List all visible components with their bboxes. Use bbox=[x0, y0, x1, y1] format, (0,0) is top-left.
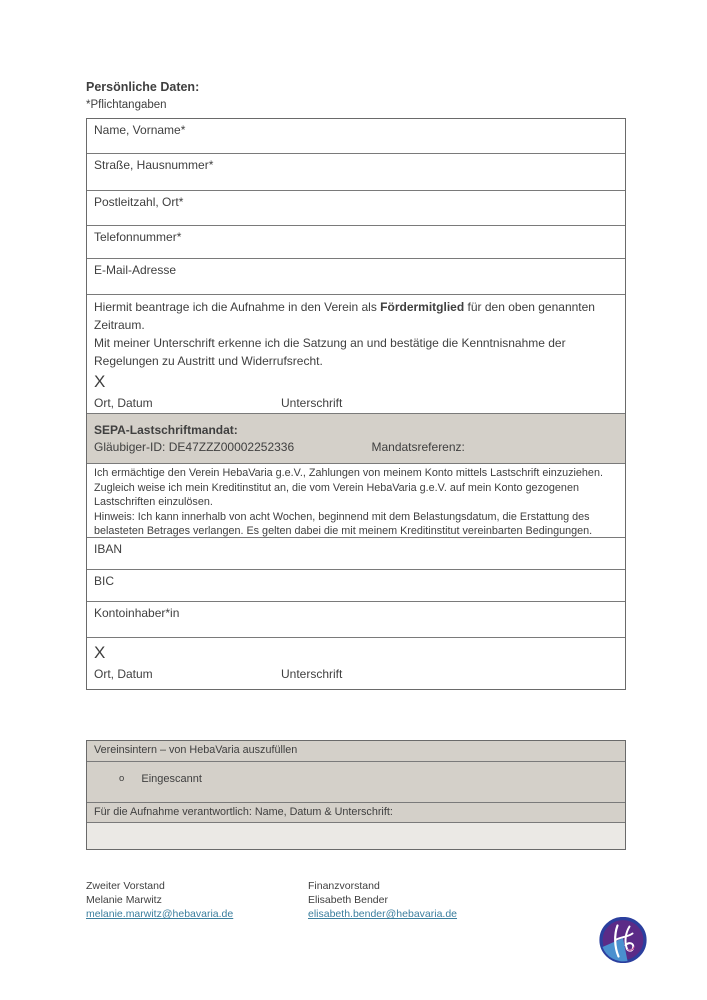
field-row-name[interactable] bbox=[87, 119, 625, 153]
sepa-signature-label: Unterschrift bbox=[281, 667, 343, 681]
page-title: Persönliche Daten: bbox=[86, 80, 200, 94]
scanned-option-bullet: o bbox=[119, 773, 125, 784]
field-row-email[interactable] bbox=[87, 258, 625, 294]
responsible-person-heading: Für die Aufnahme verantwortlich: Name, Datum & Unterschrift: bbox=[87, 802, 625, 822]
scanned-option-row[interactable] bbox=[87, 761, 625, 802]
name-field-label: Name, Vorname* bbox=[94, 123, 186, 137]
creditor-id-label: Gläubiger-ID: bbox=[94, 440, 166, 454]
internal-use-table bbox=[86, 740, 626, 850]
consent-paragraph-2: Mit meiner Unterschrift erkenne ich die Satzung an und bestätige die Kenntnisnahme der Regelungen zu Austritt und Widerrufsrecht. bbox=[94, 336, 566, 368]
email-link-melanie[interactable]: melanie.marwitz@hebavaria.de bbox=[86, 908, 234, 920]
iban-field-label: IBAN bbox=[94, 542, 123, 556]
postal-city-field-label: Postleitzahl, Ort* bbox=[94, 195, 184, 209]
sepa-heading: SEPA-Lastschriftmandat: bbox=[94, 423, 238, 437]
contact-name: Melanie Marwitz bbox=[86, 894, 162, 906]
sepa-place-date-label: Ort, Datum bbox=[94, 667, 153, 681]
contact-name: Elisabeth Bender bbox=[308, 894, 388, 906]
email-link-elisabeth[interactable]: elisabeth.bender@hebavaria.de bbox=[308, 908, 458, 920]
contact-finance-chair bbox=[308, 879, 457, 921]
sepa-note-text: Hinweis: Ich kann innerhalb von acht Wochen, beginnend mit dem Belastungsdatum, die Erstattung des belasteten Betrages verlangen. Es gelten dabei die mit meinem Kreditinstitut vereinbarten Bedingungen. bbox=[94, 510, 593, 538]
contact-role: Zweiter Vorstand bbox=[86, 880, 165, 892]
required-fields-note: *Pflichtangaben bbox=[86, 99, 167, 111]
field-row-postal-city[interactable] bbox=[87, 190, 625, 225]
phone-field-label: Telefonnummer* bbox=[94, 230, 182, 244]
consent-text-prefix: Hiermit beantrage ich die Aufnahme in den Verein als bbox=[94, 300, 381, 314]
creditor-id-value: DE47ZZZ00002252336 bbox=[168, 440, 295, 454]
field-row-iban[interactable] bbox=[87, 537, 625, 569]
place-date-label: Ort, Datum bbox=[94, 396, 153, 410]
sepa-signature-x-mark: X bbox=[94, 643, 106, 662]
field-row-street[interactable] bbox=[87, 153, 625, 190]
signature-caption-line bbox=[94, 395, 618, 411]
signature-x-mark: X bbox=[94, 372, 106, 391]
consent-text-suffix: für den oben genannten Zeitraum. bbox=[94, 300, 595, 332]
mandate-reference-label: Mandatsreferenz: bbox=[371, 440, 465, 454]
sepa-authorization-text: Ich ermächtige den Verein HebaVaria g.e.V., Zahlungen von meinem Konto mittels Lastschrift einzuziehen. Zugleich weise ich mein Kreditinstitut an, die vom Verein HebaVaria g.e.V. auf mein Konto gezogenen Lastschriften einzulösen. bbox=[94, 467, 603, 509]
hebavaria-logo bbox=[599, 917, 647, 963]
sepa-ids-line bbox=[94, 439, 618, 456]
email-field-label: E-Mail-Adresse bbox=[94, 263, 177, 277]
internal-section-heading: Vereinsintern – von HebaVaria auszufüllen bbox=[87, 741, 625, 761]
bic-field-label: BIC bbox=[94, 574, 115, 588]
contact-second-chair bbox=[86, 879, 233, 921]
scanned-option-label: Eingescannt bbox=[141, 773, 202, 785]
contact-role: Finanzvorstand bbox=[308, 880, 380, 892]
membership-form-table bbox=[86, 118, 626, 690]
street-field-label: Straße, Hausnummer* bbox=[94, 158, 214, 172]
field-row-phone[interactable] bbox=[87, 225, 625, 258]
sepa-signature-caption-line bbox=[94, 666, 618, 682]
consent-paragraph-1 bbox=[94, 298, 618, 334]
signature-label: Unterschrift bbox=[281, 396, 343, 410]
sepa-terms-section bbox=[87, 463, 625, 537]
membership-type: Fördermitglied bbox=[380, 300, 465, 314]
account-holder-field-label: Kontoinhaber*in bbox=[94, 606, 180, 620]
sepa-mandate-header bbox=[87, 413, 625, 463]
field-row-bic[interactable] bbox=[87, 569, 625, 601]
field-row-account-holder[interactable] bbox=[87, 601, 625, 637]
membership-consent-section bbox=[87, 294, 625, 413]
responsible-person-fill-area[interactable] bbox=[87, 822, 625, 849]
sepa-signature-section bbox=[87, 637, 625, 689]
